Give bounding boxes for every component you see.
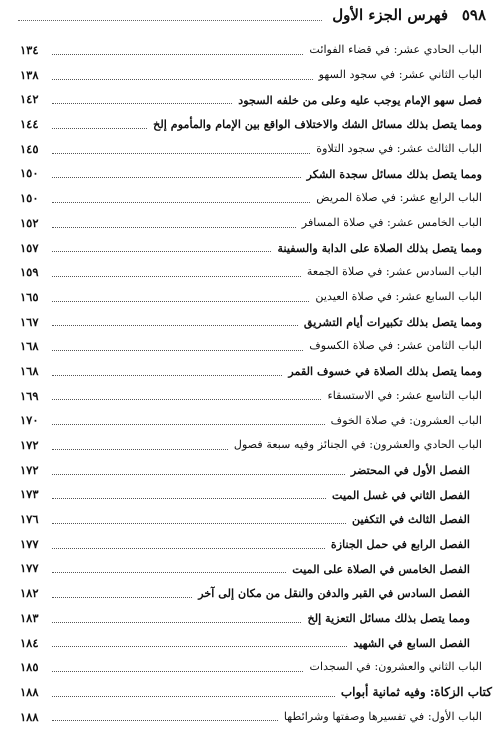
- dot-leader: [52, 449, 228, 450]
- dot-leader: [52, 128, 147, 129]
- toc-entry-page: ١٤٤: [20, 117, 39, 132]
- toc-entry-title: ومما يتصل بذلك الصلاة في خسوف القمر: [288, 364, 482, 379]
- toc-entry-page: ١٧٠: [20, 413, 39, 428]
- toc-entry-page: ١٦٧: [20, 314, 39, 329]
- dot-leader: [52, 424, 325, 425]
- dot-leader: [52, 622, 301, 623]
- toc-entry-title: الباب التاسع عشر: في الاستسقاء: [327, 388, 482, 402]
- toc-entry-title: ومما يتصل بذلك تكبيرات أيام التشريق: [303, 314, 482, 329]
- page-number: ٥٩٨: [461, 6, 486, 24]
- dot-leader: [52, 251, 271, 252]
- toc-entry: [20, 433, 482, 458]
- toc-entry-title: الفصل السابع في الشهيد: [353, 635, 470, 650]
- dot-leader: [52, 325, 298, 326]
- toc-entry-title: الباب السابع عشر: في صلاة العيدين: [315, 290, 482, 304]
- toc-entry: [20, 38, 482, 63]
- dot-leader: [52, 696, 335, 697]
- dot-leader: [52, 474, 345, 475]
- page-header: [0, 4, 500, 28]
- toc-entry-page: ١٨٥: [20, 660, 39, 675]
- toc-entry-page: ١٤٥: [20, 141, 39, 156]
- toc-entry-title: الباب الأول: في تفسيرها وصفتها وشرائطها: [283, 709, 482, 723]
- toc-entry: [20, 384, 482, 409]
- toc-entry-page: ١٦٨: [20, 363, 39, 378]
- toc-entry: [20, 532, 482, 557]
- toc-entry-title: الباب الثاني والعشرون: في السجدات: [309, 660, 482, 674]
- toc-entry-title: الباب العشرون: في صلاة الخوف: [330, 413, 482, 427]
- toc-entry-title: الفصل الأول في المحتضر: [350, 462, 470, 477]
- toc-entry: [20, 631, 482, 656]
- toc-entry-title: الباب الثامن عشر: في صلاة الكسوف: [309, 339, 482, 353]
- toc-entry: [20, 359, 482, 384]
- toc-entry-title: الباب الحادي والعشرون: في الجنائز وفيه سبعة فصول: [233, 438, 482, 452]
- toc-entry-title: الباب الحادي عشر: في قضاء الفوائت: [309, 43, 482, 57]
- toc-entry-page: ١٧٧: [20, 561, 39, 576]
- toc-entry-page: ١٣٨: [20, 67, 39, 82]
- toc-entry-page: ١٥٢: [20, 215, 39, 230]
- dot-leader: [52, 227, 296, 228]
- page-title: فهرس الجزء الأول: [332, 6, 448, 24]
- toc-entry-page: ١٨٨: [20, 709, 39, 724]
- toc-entry-title: الفصل الثالث في التكفين: [351, 512, 470, 527]
- dot-leader: [52, 597, 192, 598]
- toc-entry: [20, 705, 482, 729]
- toc-entry-page: ١٨٢: [20, 586, 39, 601]
- toc-entry: [20, 285, 482, 310]
- toc-entry-page: ١٥٠: [20, 191, 39, 206]
- toc-entry: [20, 507, 482, 532]
- toc-entry-title: ومما يتصل بذلك مسائل الشك والاختلاف الواقع بين الإمام والمأموم إلخ: [153, 117, 482, 132]
- dot-leader: [52, 646, 347, 647]
- toc-entry-title: فصل سهو الإمام يوجب عليه وعلى من خلفه السجود: [238, 92, 482, 107]
- toc-entry-title: ومما يتصل بذلك الصلاة على الدابة والسفينة: [277, 240, 482, 255]
- toc-entry-page: ١٦٥: [20, 289, 39, 304]
- toc-entry: [20, 581, 482, 606]
- dot-leader: [52, 671, 303, 672]
- dot-leader: [52, 153, 310, 154]
- toc-entry: [20, 211, 482, 236]
- dot-leader: [52, 350, 303, 351]
- toc-entry-page: ١٦٩: [20, 388, 39, 403]
- toc-entry: [20, 310, 482, 335]
- table-of-contents: [20, 38, 492, 729]
- dot-leader: [52, 103, 232, 104]
- dot-leader: [52, 54, 303, 55]
- toc-entry-page: ١٨٨: [20, 684, 39, 699]
- toc-entry-title: الفصل الخامس في الصلاة على الميت: [292, 561, 470, 576]
- dot-leader: [52, 523, 346, 524]
- toc-entry-page: ١٥٧: [20, 240, 39, 255]
- toc-entry-page: ١٧٣: [20, 487, 39, 502]
- dot-leader: [52, 301, 309, 302]
- toc-entry-title: ومما يتصل بذلك مسائل سجدة الشكر: [306, 166, 482, 181]
- toc-entry: [20, 63, 482, 88]
- toc-entry-page: ١٧٢: [20, 462, 39, 477]
- toc-entry: [20, 655, 482, 680]
- toc-entry-title: الفصل الرابع في حمل الجنازة: [330, 536, 470, 551]
- header-rule: [18, 20, 322, 21]
- toc-entry: [20, 236, 482, 261]
- toc-entry: [20, 260, 482, 285]
- toc-entry-page: ١٧٢: [20, 438, 39, 453]
- dot-leader: [52, 399, 321, 400]
- toc-entry-page: ١٣٤: [20, 43, 39, 58]
- dot-leader: [52, 276, 301, 277]
- toc-entry: [20, 680, 492, 705]
- toc-entry: [20, 112, 482, 137]
- dot-leader: [52, 177, 301, 178]
- toc-entry-title: الباب الخامس عشر: في صلاة المسافر: [301, 216, 482, 229]
- toc-entry: [20, 482, 482, 507]
- toc-entry: [20, 137, 482, 162]
- toc-entry: [20, 186, 482, 211]
- dot-leader: [52, 375, 282, 376]
- toc-entry-page: ١٨٤: [20, 635, 39, 650]
- dot-leader: [52, 202, 310, 203]
- toc-entry-page: ١٧٦: [20, 512, 39, 527]
- toc-entry: [20, 606, 482, 631]
- dot-leader: [52, 498, 326, 499]
- dot-leader: [52, 548, 325, 549]
- toc-entry-title: الباب الرابع عشر: في صلاة المريض: [316, 191, 482, 205]
- toc-entry: [20, 556, 482, 581]
- toc-entry-title: الفصل السادس في القبر والدفن والنقل من مكان إلى آخر: [198, 586, 470, 601]
- toc-entry: [20, 408, 482, 433]
- toc-entry-title: ومما يتصل بذلك مسائل التعزية إلخ: [307, 611, 470, 625]
- toc-entry-page: ١٥٩: [20, 265, 39, 280]
- toc-entry: [20, 458, 482, 483]
- toc-entry: [20, 87, 482, 112]
- toc-entry-title: الباب الثاني عشر: في سجود السهو: [318, 67, 482, 81]
- dot-leader: [52, 79, 313, 80]
- toc-entry-title: الباب السادس عشر: في صلاة الجمعة: [306, 265, 482, 279]
- toc-entry: [20, 334, 482, 359]
- toc-entry-title: كتاب الزكاة: وفيه ثمانية أبواب: [340, 684, 492, 699]
- toc-entry-title: الفصل الثاني في غسل الميت: [332, 487, 470, 502]
- toc-entry: [20, 161, 482, 186]
- toc-entry-title: الباب الثالث عشر: في سجود التلاوة: [316, 141, 482, 155]
- toc-entry-page: ١٨٣: [20, 610, 39, 625]
- dot-leader: [52, 572, 286, 573]
- toc-entry-page: ١٧٧: [20, 536, 39, 551]
- dot-leader: [52, 720, 278, 721]
- toc-entry-page: ١٥٠: [20, 166, 39, 181]
- toc-entry-page: ١٦٨: [20, 339, 39, 354]
- toc-entry-page: ١٤٢: [20, 92, 39, 107]
